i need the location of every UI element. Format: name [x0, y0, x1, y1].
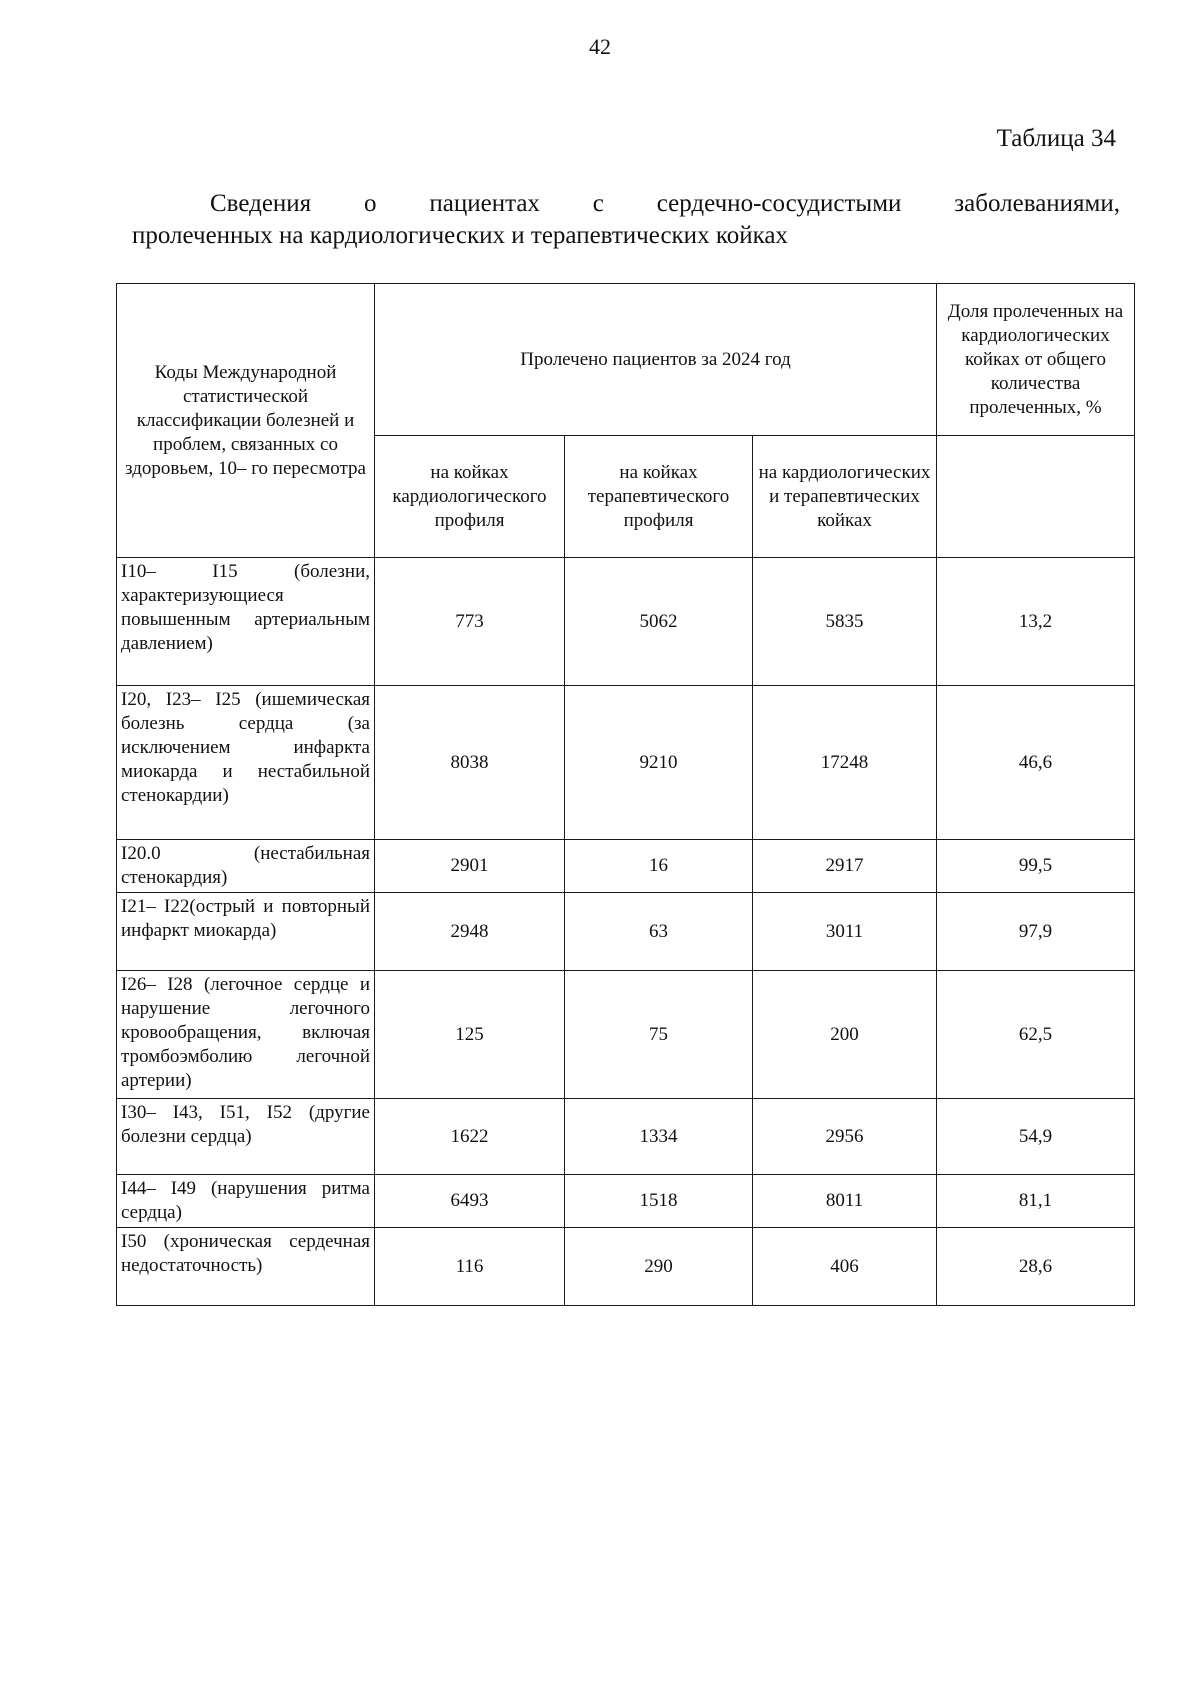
patients-table — [116, 283, 1135, 1306]
header-thera: на койках терапевтического профиля — [565, 436, 753, 558]
table-row — [117, 1228, 1135, 1306]
title-line-1: Сведения о пациентах с сердечно-сосудистыми заболеваниями, — [210, 190, 1120, 217]
row-code: I21– I22(острый и повторный инфаркт миокарда) — [117, 893, 375, 971]
row-cardio: 773 — [375, 558, 565, 686]
row-total: 3011 — [753, 893, 937, 971]
row-thera: 1518 — [565, 1175, 753, 1228]
row-thera: 290 — [565, 1228, 753, 1306]
row-total: 8011 — [753, 1175, 937, 1228]
row-share: 62,5 — [937, 971, 1135, 1099]
row-share: 97,9 — [937, 893, 1135, 971]
row-total: 17248 — [753, 686, 937, 840]
row-cardio: 6493 — [375, 1175, 565, 1228]
header-codes: Коды Международной статистической классификации болезней и проблем, связанных со здоровьем, 10– го пересмотра — [117, 284, 375, 558]
table-row — [117, 1175, 1135, 1228]
header-cardio: на койках кардиологического профиля — [375, 436, 565, 558]
table-row — [117, 893, 1135, 971]
row-share: 81,1 — [937, 1175, 1135, 1228]
row-cardio: 125 — [375, 971, 565, 1099]
header-share-empty — [937, 436, 1135, 558]
header-share: Доля пролеченных на кардиологических койках от общего количества пролеченных, % — [937, 284, 1135, 436]
table-label: Таблица 34 — [996, 125, 1116, 152]
row-thera: 9210 — [565, 686, 753, 840]
title-line-2: пролеченных на кардиологических и терапевтических койках — [132, 222, 788, 249]
row-share: 54,9 — [937, 1099, 1135, 1175]
row-total: 406 — [753, 1228, 937, 1306]
document-title — [132, 188, 1120, 252]
row-share: 99,5 — [937, 840, 1135, 893]
row-thera: 1334 — [565, 1099, 753, 1175]
row-code: I20.0 (нестабильная стенокардия) — [117, 840, 375, 893]
table-row — [117, 686, 1135, 840]
row-thera: 5062 — [565, 558, 753, 686]
row-total: 2917 — [753, 840, 937, 893]
row-cardio: 2901 — [375, 840, 565, 893]
row-code: I50 (хроническая сердечная недостаточность) — [117, 1228, 375, 1306]
row-share: 46,6 — [937, 686, 1135, 840]
row-share: 13,2 — [937, 558, 1135, 686]
row-code: I20, I23– I25 (ишемическая болезнь сердца (за исключением инфаркта миокарда и нестабильной стенокардии) — [117, 686, 375, 840]
page-number: 42 — [589, 34, 611, 59]
row-total: 2956 — [753, 1099, 937, 1175]
row-total: 5835 — [753, 558, 937, 686]
header-both: на кардиологических и терапевтических койках — [753, 436, 937, 558]
row-thera: 63 — [565, 893, 753, 971]
header-treated: Пролечено пациентов за 2024 год — [375, 284, 937, 436]
table-row — [117, 1099, 1135, 1175]
row-code: I44– I49 (нарушения ритма сердца) — [117, 1175, 375, 1228]
table-row — [117, 558, 1135, 686]
row-share: 28,6 — [937, 1228, 1135, 1306]
row-cardio: 2948 — [375, 893, 565, 971]
row-thera: 75 — [565, 971, 753, 1099]
row-cardio: 116 — [375, 1228, 565, 1306]
row-total: 200 — [753, 971, 937, 1099]
row-thera: 16 — [565, 840, 753, 893]
table-row — [117, 971, 1135, 1099]
row-code: I26– I28 (легочное сердце и нарушение легочного кровообращения, включая тромбоэмболию легочной артерии) — [117, 971, 375, 1099]
row-code: I30– I43, I51, I52 (другие болезни сердца) — [117, 1099, 375, 1175]
table-row — [117, 840, 1135, 893]
row-cardio: 1622 — [375, 1099, 565, 1175]
row-code: I10– I15 (болезни, характеризующиеся повышенным артериальным давлением) — [117, 558, 375, 686]
row-cardio: 8038 — [375, 686, 565, 840]
